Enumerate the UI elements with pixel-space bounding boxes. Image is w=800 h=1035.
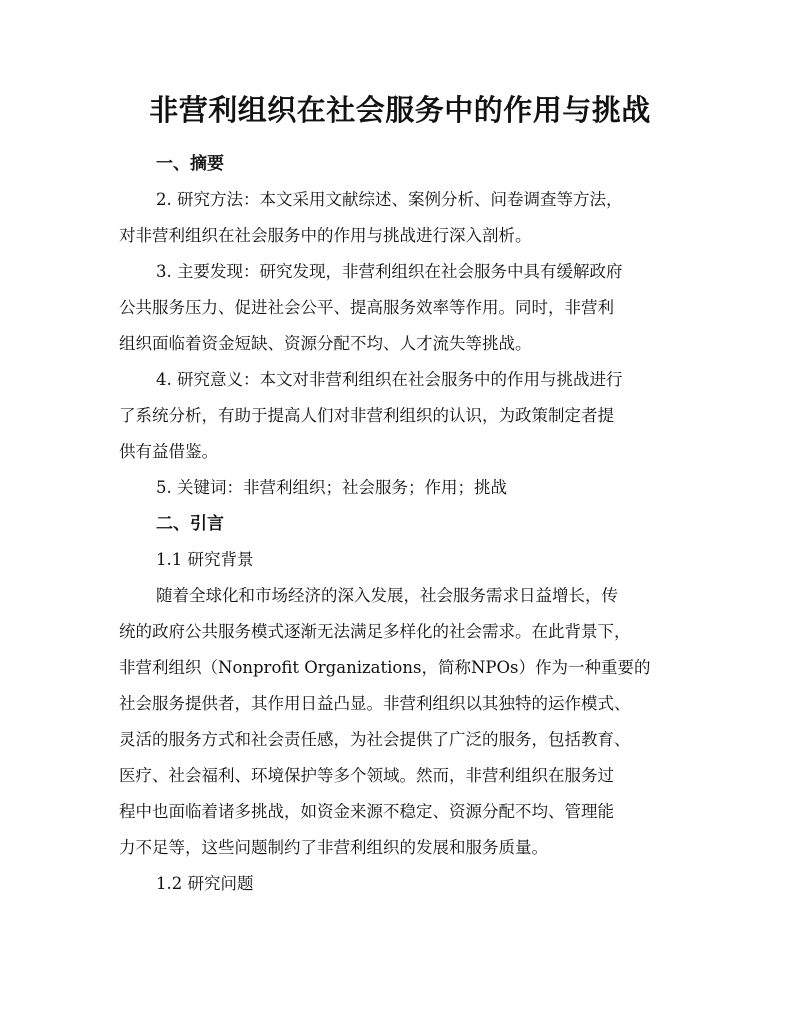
text-line: 非营利组织（Nonprofit Organizations，简称NPOs）作为一种重要的 [119,658,651,677]
text-line: 统的政府公共服务模式逐渐无法满足多样化的社会需求。在此背景下， [119,622,631,641]
text-line: 5. 关键词：非营利组织；社会服务；作用；挑战 [156,478,507,497]
text-line: 程中也面临着诸多挑战，如资金来源不稳定、资源分配不均、管理能 [119,802,614,821]
abstract-item-significance [119,362,685,470]
text-line: 供有益借鉴。 [119,442,218,461]
text-line: 组织面临着资金短缺、资源分配不均、人才流失等挑战。 [119,334,532,353]
text-line: 灵活的服务方式和社会责任感，为社会提供了广泛的服务，包括教育、 [119,730,631,749]
text-line: 社会服务提供者，其作用日益凸显。非营利组织以其独特的运作模式、 [119,694,631,713]
document-body [119,146,685,902]
text-line: 对非营利组织在社会服务中的作用与挑战进行深入剖析。 [119,226,532,245]
text-line: 4. 研究意义：本文对非营利组织在社会服务中的作用与挑战进行 [156,370,623,389]
text-line: 3. 主要发现：研究发现，非营利组织在社会服务中具有缓解政府 [156,262,623,281]
subsection-heading-questions: 1.2 研究问题 [156,874,254,893]
text-line: 医疗、社会福利、环境保护等多个领域。然而，非营利组织在服务过 [119,766,614,785]
abstract-item-keywords [119,470,685,506]
text-line: 2. 研究方法：本文采用文献综述、案例分析、问卷调查等方法， [156,190,623,209]
text-line: 公共服务压力、促进社会公平、提高服务效率等作用。同时，非营利 [119,298,614,317]
background-paragraph [119,578,685,866]
subsection-heading-background: 1.1 研究背景 [156,550,254,569]
text-line: 随着全球化和市场经济的深入发展，社会服务需求日益增长，传 [156,586,618,605]
text-line: 了系统分析，有助于提高人们对非营利组织的认识，为政策制定者提 [119,406,614,425]
document-title: 非营利组织在社会服务中的作用与挑战 [149,93,651,127]
text-line: 力不足等，这些问题制约了非营利组织的发展和服务质量。 [119,838,548,857]
abstract-item-findings [119,254,685,362]
section-heading-introduction: 二、引言 [156,514,224,534]
abstract-item-method [119,182,685,254]
section-heading-abstract: 一、摘要 [156,154,224,174]
